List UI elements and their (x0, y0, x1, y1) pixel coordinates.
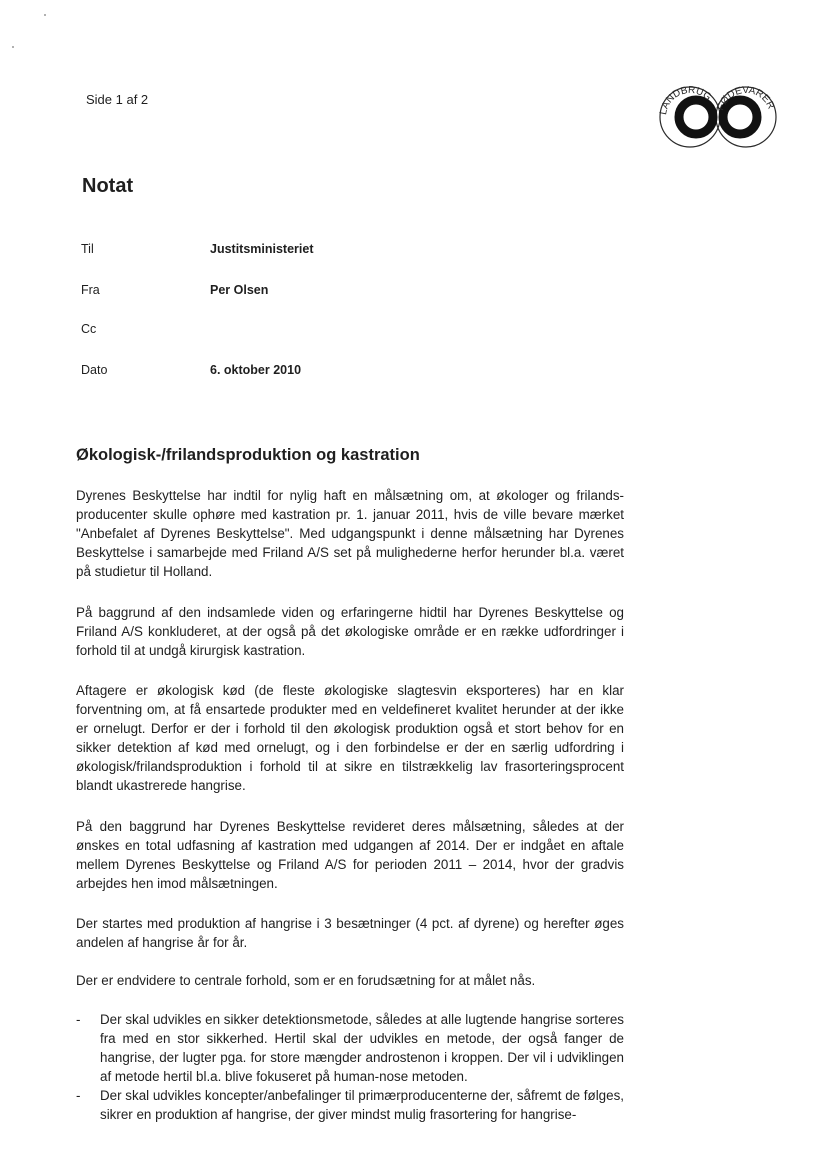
page-number: Side 1 af 2 (86, 92, 149, 107)
list-item (76, 1010, 624, 1086)
list-item-text: Der skal udvikles koncepter/anbefalinger til primærproducenterne der, såfremt de følges, sikrer en produktion af hangrise, der giver mindst mulig frasortering for hangrise- (100, 1088, 624, 1122)
meta-label-cc: Cc (81, 322, 97, 336)
meta-value-date: 6. oktober 2010 (210, 363, 302, 377)
paragraph: På den baggrund har Dyrenes Beskyttelse revideret deres målsætning, således at der ønskes en total udfasning af kastration med udgangen af 2014. Der er indgået en aftale mellem Dyrenes Beskyttelse og Friland A/S for perioden 2011 – 2014, hvor der gradvis arbejdes hen imod målsætningen. (76, 819, 624, 891)
meta-label-to: Til (81, 242, 94, 256)
bullet-list (76, 1010, 624, 1124)
paragraph: Der startes med produktion af hangrise i 3 besætninger (4 pct. af dyrene) og herefter øges andelen af hangrise år for år. (76, 916, 624, 950)
scan-speck (12, 46, 14, 48)
list-item (76, 1086, 624, 1124)
meta-value-to: Justitsministeriet (210, 242, 314, 256)
logo-left-text: LANDBRUG (658, 84, 714, 116)
meta-value-from: Per Olsen (210, 283, 269, 297)
document-title: Notat (82, 175, 134, 197)
section-heading: Økologisk-/frilandsproduktion og kastration (76, 446, 420, 464)
scan-speck (44, 14, 46, 16)
list-item-text: Der skal udvikles en sikker detektionsmetode, således at alle lugtende hangrise sorteres fra med en stor sikkerhed. Hertil skal der udvikles en metode, der også fanger de hangrise, der lugter pga. for store mængder androstenon i kroppen. Der vil i udviklingen af metode hertil bl.a. blive fokuseret på human-nose metoden. (100, 1012, 624, 1084)
meta-label-from: Fra (81, 283, 100, 297)
bullet-marker: - (76, 1012, 81, 1027)
paragraph: Dyrenes Beskyttelse har indtil for nylig haft en målsætning om, at økologer og frilands-producenter skulle ophøre med kastration pr. 1. januar 2011, hvis de ville bevare mærket "Anbefalet af Dyrenes Beskyttelse". Med udgangspunkt i denne målsætning har Dyrenes Beskyttelse i samarbejde med Friland A/S set på mulighederne herfor herunder bl.a. været på studietur til Holland. (76, 488, 624, 579)
paragraph: Der er endvidere to centrale forhold, som er en forudsætning for at målet nås. (76, 973, 536, 988)
landbrug-foedevarer-logo (658, 82, 778, 152)
meta-label-date: Dato (81, 363, 108, 377)
bullet-marker: - (76, 1088, 81, 1103)
paragraph: På baggrund af den indsamlede viden og erfaringerne hidtil har Dyrenes Beskyttelse og Friland A/S konkluderet, at der også på det økologiske område er en række udfordringer i forhold til at undgå kirurgisk kastration. (76, 605, 624, 658)
logo-right-text: FØDEVARER (715, 84, 777, 113)
paragraph: Aftagere er økologisk kød (de fleste økologiske slagtesvin eksporteres) har en klar forventning om, at få ensartede produkter med en veldefineret kvalitet herunder at der ikke er ornelugt. Derfor er der i forhold til den økologisk produktion også et stort behov for en sikker detektion af kød med ornelugt, og i den forbindelse er der en særlig udfordring i økologisk/frilandsproduktion i forhold til at sikre en tilstrækkelig lav frasorteringsprocent blandt ukastrerede hangrise. (76, 683, 624, 793)
